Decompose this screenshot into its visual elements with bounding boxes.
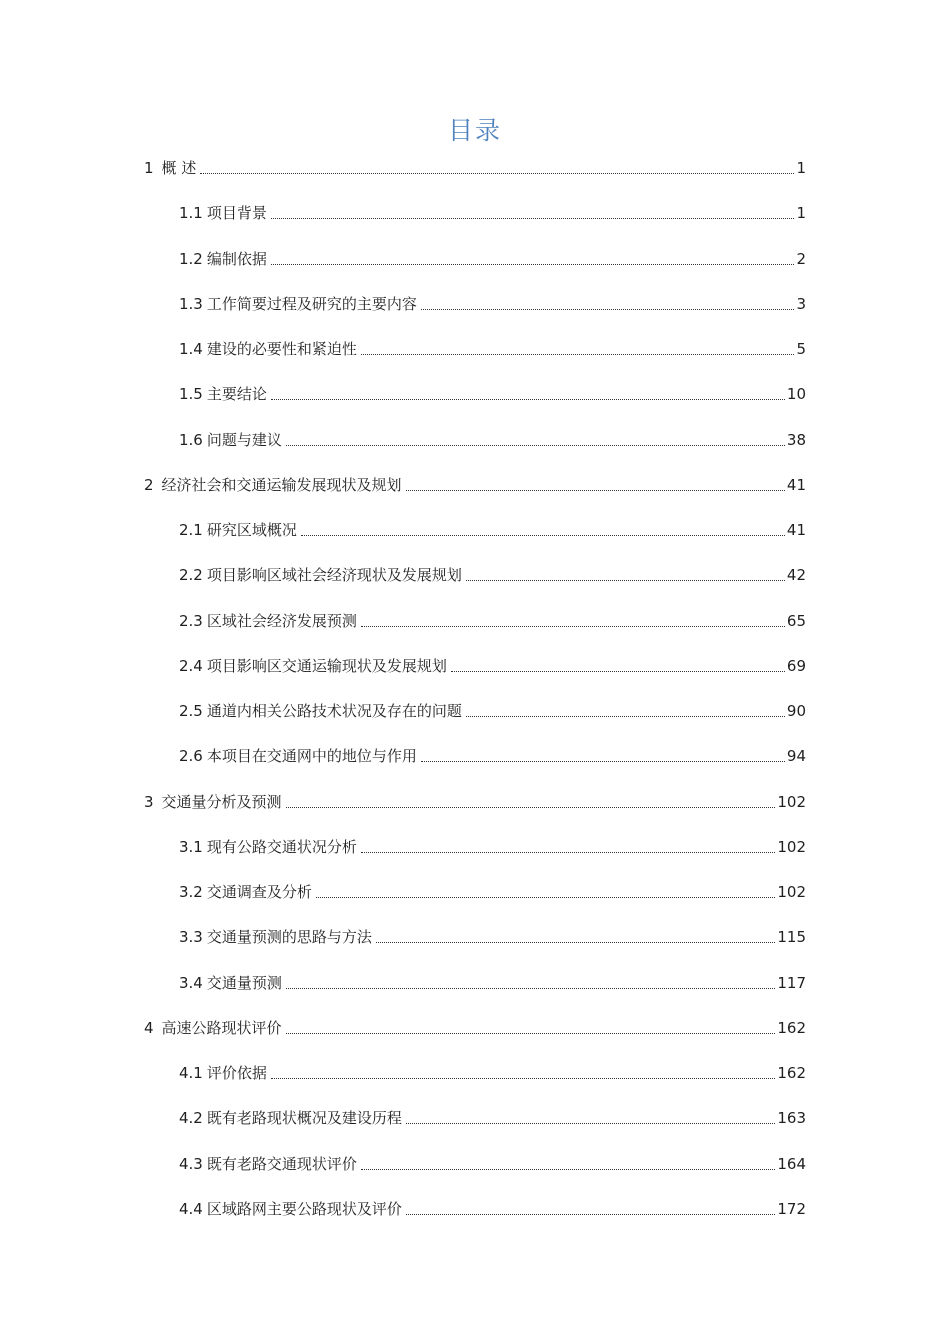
- toc-section-entry[interactable]: [179, 609, 806, 633]
- toc-entry-number: 4.2: [179, 1109, 203, 1127]
- toc-entry-page-number: 65: [786, 612, 806, 630]
- toc-entry-title: 经济社会和交通运输发展现状及规划: [161, 476, 402, 494]
- toc-entry-page-number: 1: [796, 159, 806, 177]
- toc-entry-page-number: 3: [796, 295, 806, 313]
- toc-entry-page-number: 94: [786, 747, 806, 765]
- toc-entry-page-number: 102: [777, 838, 806, 856]
- toc-entry-page-number: 42: [786, 566, 806, 584]
- toc-dot-leader: [406, 1123, 775, 1124]
- toc-section-entry[interactable]: [179, 382, 806, 406]
- toc-entry-title: 交通调查及分析: [206, 883, 312, 901]
- toc-dot-leader: [451, 671, 785, 672]
- toc-entry-number: 2.2: [179, 566, 203, 584]
- toc-entry-number: 1.1: [179, 204, 203, 222]
- toc-entry-title: 建设的必要性和紧迫性: [206, 340, 357, 358]
- toc-entry-page-number: 115: [777, 928, 806, 946]
- toc-entry-number: 4.1: [179, 1064, 203, 1082]
- toc-entry-page-number: 5: [796, 340, 806, 358]
- toc-entry-page-number: 117: [777, 974, 806, 992]
- toc-entry-page-number: 164: [777, 1155, 806, 1173]
- toc-entry-title: 现有公路交通状况分析: [206, 838, 357, 856]
- toc-section-entry[interactable]: [179, 880, 806, 904]
- toc-section-entry[interactable]: [179, 1061, 806, 1085]
- toc-entry-page-number: 1: [796, 204, 806, 222]
- toc-chapter-entry[interactable]: [144, 156, 806, 180]
- toc-entry-title: 概 述: [161, 159, 197, 177]
- toc-entry-number: 2.4: [179, 657, 203, 675]
- toc-entry-page-number: 163: [777, 1109, 806, 1127]
- toc-entry-number: 1.4: [179, 340, 203, 358]
- toc-entry-page-number: 2: [796, 250, 806, 268]
- toc-dot-leader: [376, 942, 775, 943]
- toc-dot-leader: [406, 1214, 775, 1215]
- toc-entry-number: 3.2: [179, 883, 203, 901]
- toc-dot-leader: [361, 354, 795, 355]
- toc-entry-page-number: 41: [786, 521, 806, 539]
- toc-entry-number: 1.5: [179, 385, 203, 403]
- toc-section-entry[interactable]: [179, 563, 806, 587]
- toc-entry-number: 2.1: [179, 521, 203, 539]
- toc-entry-title: 交通量预测的思路与方法: [206, 928, 372, 946]
- toc-dot-leader: [421, 309, 795, 310]
- toc-section-entry[interactable]: [179, 1152, 806, 1176]
- toc-entry-title: 项目影响区域社会经济现状及发展规划: [206, 566, 462, 584]
- toc-entry-number: 1.2: [179, 250, 203, 268]
- toc-entry-title: 项目背景: [206, 204, 267, 222]
- toc-entry-number: 3.4: [179, 974, 203, 992]
- toc-section-entry[interactable]: [179, 428, 806, 452]
- toc-entry-title: 通道内相关公路技术状况及存在的问题: [206, 702, 462, 720]
- toc-entry-number: 3: [144, 793, 154, 811]
- toc-entry-title: 项目影响区交通运输现状及发展规划: [206, 657, 447, 675]
- toc-entry-number: 2.5: [179, 702, 203, 720]
- toc-dot-leader: [271, 218, 795, 219]
- toc-entry-title: 交通量预测: [206, 974, 282, 992]
- toc-entry-page-number: 10: [786, 385, 806, 403]
- toc-dot-leader: [286, 1033, 776, 1034]
- toc-dot-leader: [361, 852, 775, 853]
- toc-section-entry[interactable]: [179, 201, 806, 225]
- toc-dot-leader: [466, 716, 785, 717]
- toc-section-entry[interactable]: [179, 925, 806, 949]
- toc-entry-page-number: 102: [777, 793, 806, 811]
- toc-entry-page-number: 41: [786, 476, 806, 494]
- toc-section-entry[interactable]: [179, 971, 806, 995]
- toc-entry-title: 交通量分析及预测: [161, 793, 282, 811]
- toc-entry-number: 4: [144, 1019, 154, 1037]
- toc-entry-number: 4.4: [179, 1200, 203, 1218]
- toc-section-entry[interactable]: [179, 744, 806, 768]
- toc-entry-number: 1: [144, 159, 154, 177]
- toc-title: 目录: [447, 116, 502, 145]
- toc-chapter-entry[interactable]: [144, 473, 806, 497]
- toc-dot-leader: [200, 173, 794, 174]
- toc-entry-title: 工作简要过程及研究的主要内容: [206, 295, 417, 313]
- toc-dot-leader: [466, 580, 785, 581]
- toc-entry-page-number: 69: [786, 657, 806, 675]
- toc-section-entry[interactable]: [179, 518, 806, 542]
- toc-entry-page-number: 38: [786, 431, 806, 449]
- toc-entry-title: 区域社会经济发展预测: [206, 612, 357, 630]
- toc-dot-leader: [421, 761, 785, 762]
- toc-entry-page-number: 162: [777, 1064, 806, 1082]
- toc-entry-number: 2.3: [179, 612, 203, 630]
- toc-entry-title: 评价依据: [206, 1064, 267, 1082]
- toc-entry-number: 1.6: [179, 431, 203, 449]
- toc-entry-title: 区域路网主要公路现状及评价: [206, 1200, 402, 1218]
- toc-entry-page-number: 102: [777, 883, 806, 901]
- toc-section-entry[interactable]: [179, 1106, 806, 1130]
- toc-section-entry[interactable]: [179, 247, 806, 271]
- toc-dot-leader: [271, 399, 785, 400]
- toc-chapter-entry[interactable]: [144, 790, 806, 814]
- toc-entry-title: 编制依据: [206, 250, 267, 268]
- toc-entry-title: 主要结论: [206, 385, 267, 403]
- toc-dot-leader: [301, 535, 785, 536]
- toc-dot-leader: [286, 445, 785, 446]
- toc-dot-leader: [271, 264, 795, 265]
- toc-entry-number: 4.3: [179, 1155, 203, 1173]
- toc-entry-title: 本项目在交通网中的地位与作用: [206, 747, 417, 765]
- toc-dot-leader: [286, 807, 776, 808]
- toc-section-entry[interactable]: [179, 835, 806, 859]
- toc-entry-number: 3.3: [179, 928, 203, 946]
- toc-entry-title: 既有老路交通现状评价: [206, 1155, 357, 1173]
- toc-section-entry[interactable]: [179, 292, 806, 316]
- toc-entry-page-number: 90: [786, 702, 806, 720]
- toc-dot-leader: [271, 1078, 775, 1079]
- toc-chapter-entry[interactable]: [144, 1016, 806, 1040]
- toc-entry-number: 2.6: [179, 747, 203, 765]
- toc-dot-leader: [316, 897, 775, 898]
- toc-entry-number: 3.1: [179, 838, 203, 856]
- toc-section-entry[interactable]: [179, 337, 806, 361]
- toc-dot-leader: [361, 626, 785, 627]
- toc-section-entry[interactable]: [179, 699, 806, 723]
- toc-entry-number: 1.3: [179, 295, 203, 313]
- toc-entry-number: 2: [144, 476, 154, 494]
- toc-entry-page-number: 162: [777, 1019, 806, 1037]
- toc-section-entry[interactable]: [179, 654, 806, 678]
- toc-entry-title: 高速公路现状评价: [161, 1019, 282, 1037]
- toc-entry-title: 既有老路现状概况及建设历程: [206, 1109, 402, 1127]
- toc-entry-title: 研究区域概况: [206, 521, 297, 539]
- toc-section-entry[interactable]: [179, 1197, 806, 1221]
- toc-entry-title: 问题与建议: [206, 431, 282, 449]
- toc-dot-leader: [406, 490, 785, 491]
- toc-dot-leader: [361, 1169, 775, 1170]
- toc-dot-leader: [286, 988, 775, 989]
- toc-entry-page-number: 172: [777, 1200, 806, 1218]
